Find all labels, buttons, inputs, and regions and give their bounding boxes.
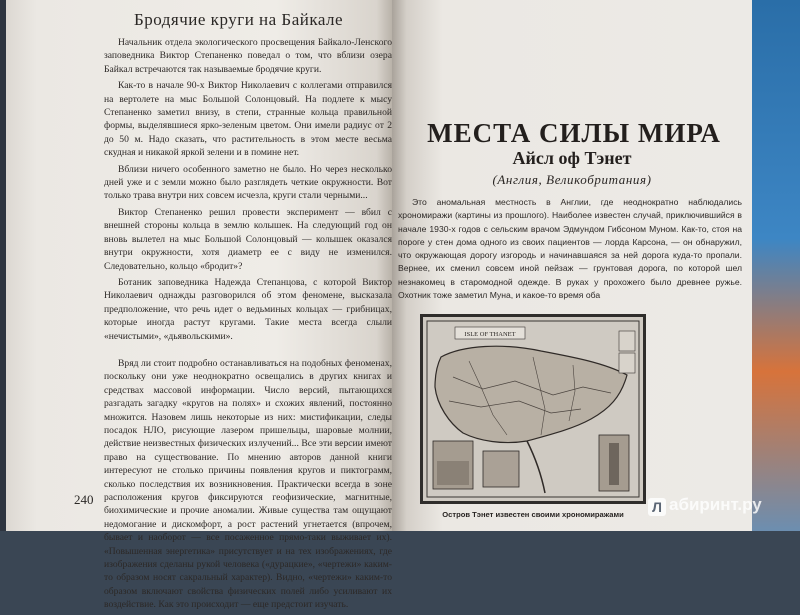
running-head: Бродячие круги на Байкале: [134, 10, 344, 29]
subsection-title: Айсл оф Тэнет: [512, 148, 632, 168]
map-heading: ISLE OF THANET: [464, 331, 516, 338]
paragraph: Как-то в начале 90-х Виктор Николаевич с коллегами отправился на вертолете на мыс Большой Солонцовый. На подлете к мысу Степаненко заметил внизу, в степи, странные кольца правильной формы, выделявшиеся ярко-зеленым цветом. Они имели радиус от 2 до 50 м. Надо сказать, что растительность в этом месте весьма скудная и никакой яркой зелени и в помине нет.: [104, 80, 392, 159]
map-illustration: [420, 314, 646, 504]
subsection-location: (Англия, Великобритания): [492, 172, 652, 187]
paragraph: Виктор Степаненко решил провести эксперимент — вбил с внешней стороны кольца в землю колышек. На следующий год он вновь вылетел на мыс Большой Солонцовый — колышек оказался внутри окружности, хотя диаметр ее с виду не изменился. Следовательно, кольцо «бродит»?: [104, 206, 392, 272]
left-body-text: [104, 36, 392, 615]
labirint-watermark: [648, 495, 762, 516]
page-number: 240: [74, 492, 94, 507]
right-page: [392, 0, 754, 531]
section-title: МЕСТА СИЛЫ МИРА: [427, 118, 721, 148]
watermark-text: абиринт.ру: [669, 495, 762, 514]
paragraph: Ботаник заповедника Надежда Степанцова, с которой Виктор Николаевич однажды разговорился об этом феномене, высказала предположение, что речь идет о ведьминых кольцах — грибницах, которые иногда растут кругами. Такие места всегда слыли «нечистыми», «дьявольскими».: [104, 276, 392, 342]
paragraph: Вблизи ничего особенного заметно не было. Но через несколько дней уже и с земли можно было разглядеть четкие окружности. Вот только трава внутри них совсем исчезла, круги стали черными...: [104, 163, 392, 202]
book-cover-edge: [752, 0, 800, 531]
left-page: [6, 0, 392, 611]
right-body-text: [398, 196, 742, 302]
map-engraving: [423, 317, 643, 501]
paragraph: Начальник отдела экологического просвещения Байкало-Ленского заповедника Виктор Степаненко поведал о том, что вблизи озера Байкал встречаются так называемые бродячие круги.: [104, 37, 392, 75]
labirint-logo-icon: Л: [648, 498, 666, 516]
paragraph: Вряд ли стоит подробно останавливаться на подобных феноменах, поскольку они уже неоднократно освещались в других книгах и средствах массовой информации. Число версий, пытающихся разгадать загадку «кругов на полях» и схожих явлений, постоянно множится. Назовем лишь некоторые из них: мистификации, следы посадок НЛО, рисующие лазером пришельцы, шаровые молнии, действие неизвестных физических излучений... Все эти версии имеют право на существование. По мнению авторов данной книги интересуют не столько причины появления кругов и пиктограмм, сколько последствия их возникновения. Практически всегда в зоне расположения кругов фиксируются геофизические, магнитные, биохимические и прочие аномалии. Живые существа там ощущают недомогание и дискомфорт, а рост растений угнетается (впрочем, бывает и наоборот — все посаженное прямо-таки выживает их). «Повышенная энергетика» присутствует и на тех изображениях, где изображения сделаны рукой человека («дурацкие», «чертежи» каким-то образом носят сакральный характер). Видно, «чертежи» каким-то образом включают свойства физических полей либо усиливают их воздействие. Как это происходит — еще предстоит изучать.: [104, 357, 392, 611]
paragraph: Это аномальная местность в Англии, где неоднократно наблюдались хрономиражи (картины из прошлого). Наиболее известен случай, приключившийся в начале 1930-х годов с сельским врачом Эдмундом Гибсоном Муном. Как-то, стоя на пороге у стен дома одного из своих пациентов — лорда Карсона, — он обнаружил, что окружающая дорогу изгородь и начинавшаяся за ней дорога куда-то пропали. Вернее, их сменил совсем иной пейзаж — грунтовая дорога, по которой шел незнакомец в старомодной одежде. В руках у прохожего было древнее ружье. Охотник тоже заметил Муна, и какое-то время оба: [398, 197, 742, 301]
figure-caption: Остров Тэнет известен своими хрономиражами: [442, 510, 624, 519]
